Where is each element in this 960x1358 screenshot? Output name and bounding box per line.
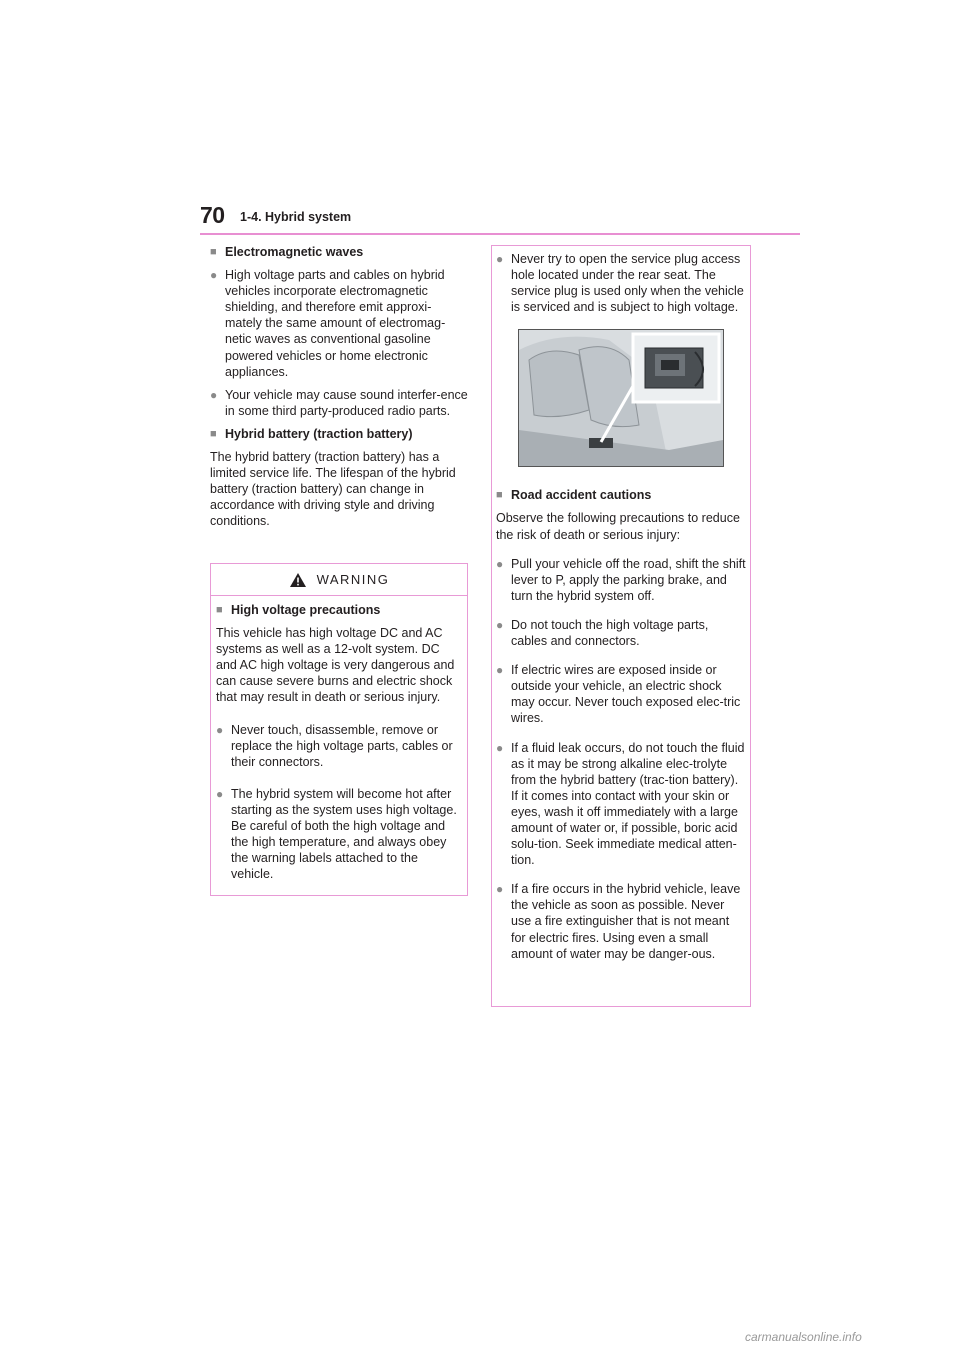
page-number: 70: [200, 202, 225, 228]
square-bullet-icon: ■: [210, 246, 217, 258]
heading-electromagnetic: [210, 244, 468, 260]
paragraph-high-voltage: This vehicle has high voltage DC and AC systems as well as a 12-volt system. DC and AC high voltage is very dangerous and can cause severe burns and electric shock that may result in death or serious injury.: [216, 626, 455, 705]
list-item: [210, 267, 468, 380]
round-bullet-icon: ●: [496, 882, 504, 897]
list-item-text: Your vehicle may cause sound interfer-ence in some third party-produced radio parts.: [225, 387, 468, 418]
list-item: [496, 556, 746, 604]
list-item-text: If a fluid leak occurs, do not touch the fluid as it may be strong alkaline elec-trolyte from the hybrid battery (trac-tion battery). If it comes into contact with your skin or eyes, wash it off immediately with a large amount of water or, if possible, boric acid solu-tion. Seek immediate medical atten-tion.: [511, 740, 745, 868]
list-item: [210, 387, 468, 419]
heading-hybrid-battery: [210, 426, 468, 442]
list-item-text: If electric wires are exposed inside or outside your vehicle, an electric shock may occur. Never touch exposed elec-tric wires.: [511, 663, 741, 726]
paragraph-battery: The hybrid battery (traction battery) has a limited service life. The lifespan of the hybrid battery (traction battery) can change in accordance with driving style and driving conditions.: [210, 450, 456, 529]
list-item-text: Never touch, disassemble, remove or replace the high voltage parts, cables or their connectors.: [231, 722, 453, 769]
round-bullet-icon: ●: [496, 740, 504, 755]
heading-text: High voltage precautions: [231, 603, 381, 617]
heading-high-voltage: [216, 602, 462, 618]
heading-text: Hybrid battery (traction battery): [225, 426, 413, 441]
round-bullet-icon: ●: [496, 663, 504, 678]
round-bullet-icon: ●: [496, 556, 504, 571]
round-bullet-icon: ●: [210, 387, 218, 402]
heading-text: Road accident cautions: [511, 488, 652, 503]
left-column: [210, 244, 468, 537]
list-item: [216, 722, 462, 770]
warning-body: [211, 596, 467, 882]
round-bullet-icon: ●: [210, 268, 218, 283]
paragraph-road-accident: Observe the following precautions to reduce the risk of death or serious injury:: [496, 511, 740, 542]
round-bullet-icon: ●: [216, 786, 224, 801]
warning-continuation-box: [491, 245, 751, 1007]
watermark: carmanualsonline.info: [745, 1330, 862, 1344]
round-bullet-icon: ●: [496, 252, 504, 266]
list-item: [496, 251, 746, 315]
list-item-text: Never try to open the service plug access hole located under the rear seat. The service plug is used only when the vehicle is serviced and is subject to high voltage.: [511, 252, 744, 315]
service-plug-illustration: [518, 329, 724, 467]
list-item: [496, 740, 746, 869]
section-title: 1-4. Hybrid system: [240, 210, 352, 224]
square-bullet-icon: ■: [210, 427, 217, 440]
heading-road-accident: [496, 487, 746, 503]
list-item-text: Pull your vehicle off the road, shift the shift lever to P, apply the parking brake, and turn the hybrid system off.: [511, 556, 746, 603]
list-item: [496, 617, 746, 649]
warning-continuation-body: [492, 246, 750, 962]
round-bullet-icon: ●: [496, 617, 504, 632]
warning-triangle-icon: [289, 572, 307, 588]
list-item-text: The hybrid system will become hot after starting as the system uses high voltage. Be careful of both the high voltage and the high temperature, and always obey the warning labels attached to the vehicle.: [231, 786, 457, 882]
heading-text: Electromagnetic waves: [225, 245, 364, 259]
list-item: [216, 786, 462, 883]
list-item: [496, 662, 746, 726]
list-item-text: If a fire occurs in the hybrid vehicle, leave the vehicle as soon as possible. Never use a fire extinguisher that is not meant for electric fires. Using even a small amount of water may be danger-ous.: [511, 882, 741, 961]
list-item-text: High voltage parts and cables on hybrid vehicles incorporate electromagnetic shielding, and therefore emit approxi-mately the same amount of electromag-netic waves as conventional gasoline powered vehicles or home electronic appliances.: [225, 268, 446, 379]
warning-title: WARNING: [316, 572, 390, 587]
square-bullet-icon: ■: [216, 604, 223, 616]
header-divider: [200, 233, 800, 235]
list-item-text: Do not touch the high voltage parts, cables and connectors.: [511, 617, 709, 649]
square-bullet-icon: ■: [496, 489, 503, 502]
list-item: [496, 881, 746, 961]
round-bullet-icon: ●: [216, 722, 224, 737]
warning-box: [210, 563, 468, 896]
warning-header: [211, 564, 467, 596]
